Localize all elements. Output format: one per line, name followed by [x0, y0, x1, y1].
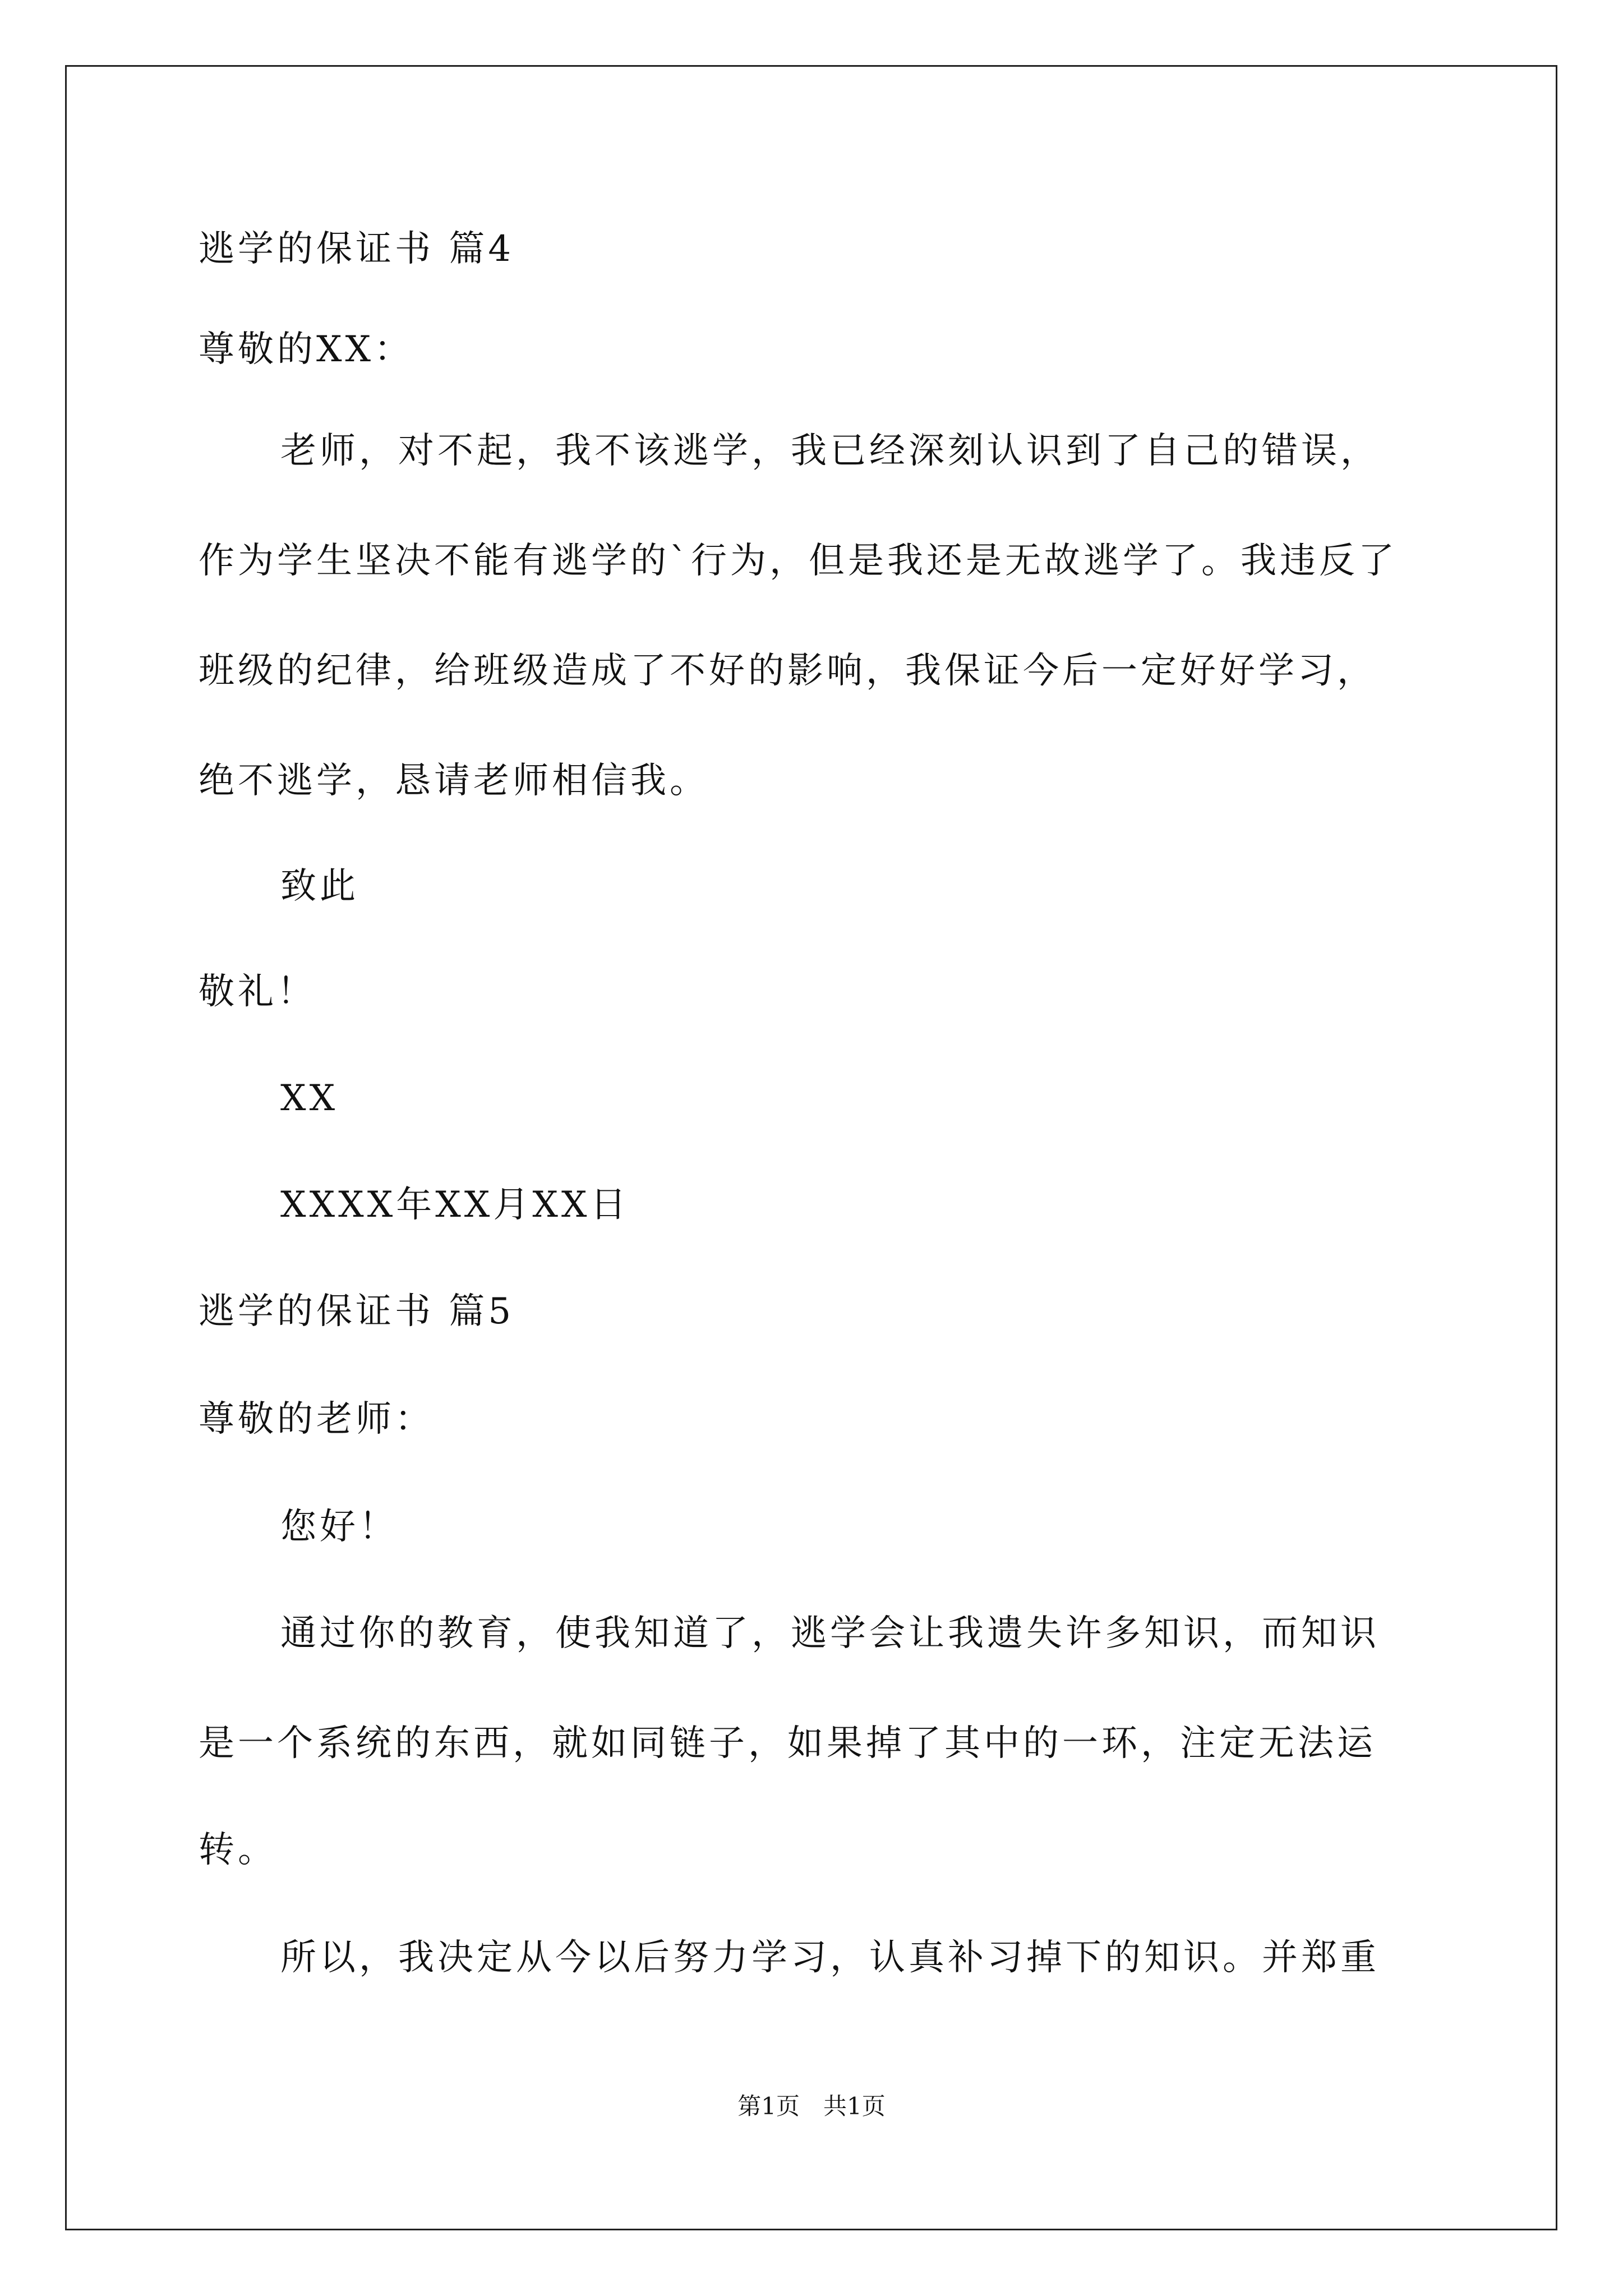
paragraph-line: 所以，我决定从今以后努力学习，认真补习掉下的知识。并郑重 — [280, 1937, 1380, 1978]
section-heading-4: 逃学的保证书 篇4 — [199, 228, 515, 270]
greeting-line: 您好！ — [280, 1506, 398, 1548]
paragraph-line: 绝不逃学，恳请老师相信我。 — [199, 760, 709, 802]
paragraph-line: 通过你的教育，使我知道了，逃学会让我遗失许多知识，而知识 — [280, 1613, 1380, 1654]
closing-line: 致此 — [280, 866, 359, 907]
signature-date: XXXX年XX月XX日 — [280, 1184, 630, 1226]
page-border — [65, 65, 1557, 2230]
section-heading-5: 逃学的保证书 篇5 — [199, 1291, 515, 1332]
signature-name: XX — [280, 1078, 339, 1119]
paragraph-line: 是一个系统的东西，就如同链子，如果掉了其中的一环，注定无法运 — [199, 1723, 1376, 1764]
paragraph-line: 老师，对不起，我不该逃学，我已经深刻认识到了自己的错误， — [280, 430, 1380, 472]
paragraph-line: 转。 — [199, 1829, 277, 1871]
closing-line: 敬礼！ — [199, 971, 316, 1013]
paragraph-line: 作为学生坚决不能有逃学的`行为，但是我还是无故逃学了。我违反了 — [199, 540, 1398, 582]
salutation: 尊敬的老师： — [199, 1398, 434, 1440]
paragraph-line: 班级的纪律，给班级造成了不好的影响，我保证今后一定好好学习， — [199, 650, 1376, 692]
salutation: 尊敬的XX： — [199, 329, 414, 370]
page-number-footer: 第1页 共1页 — [737, 2092, 886, 2120]
